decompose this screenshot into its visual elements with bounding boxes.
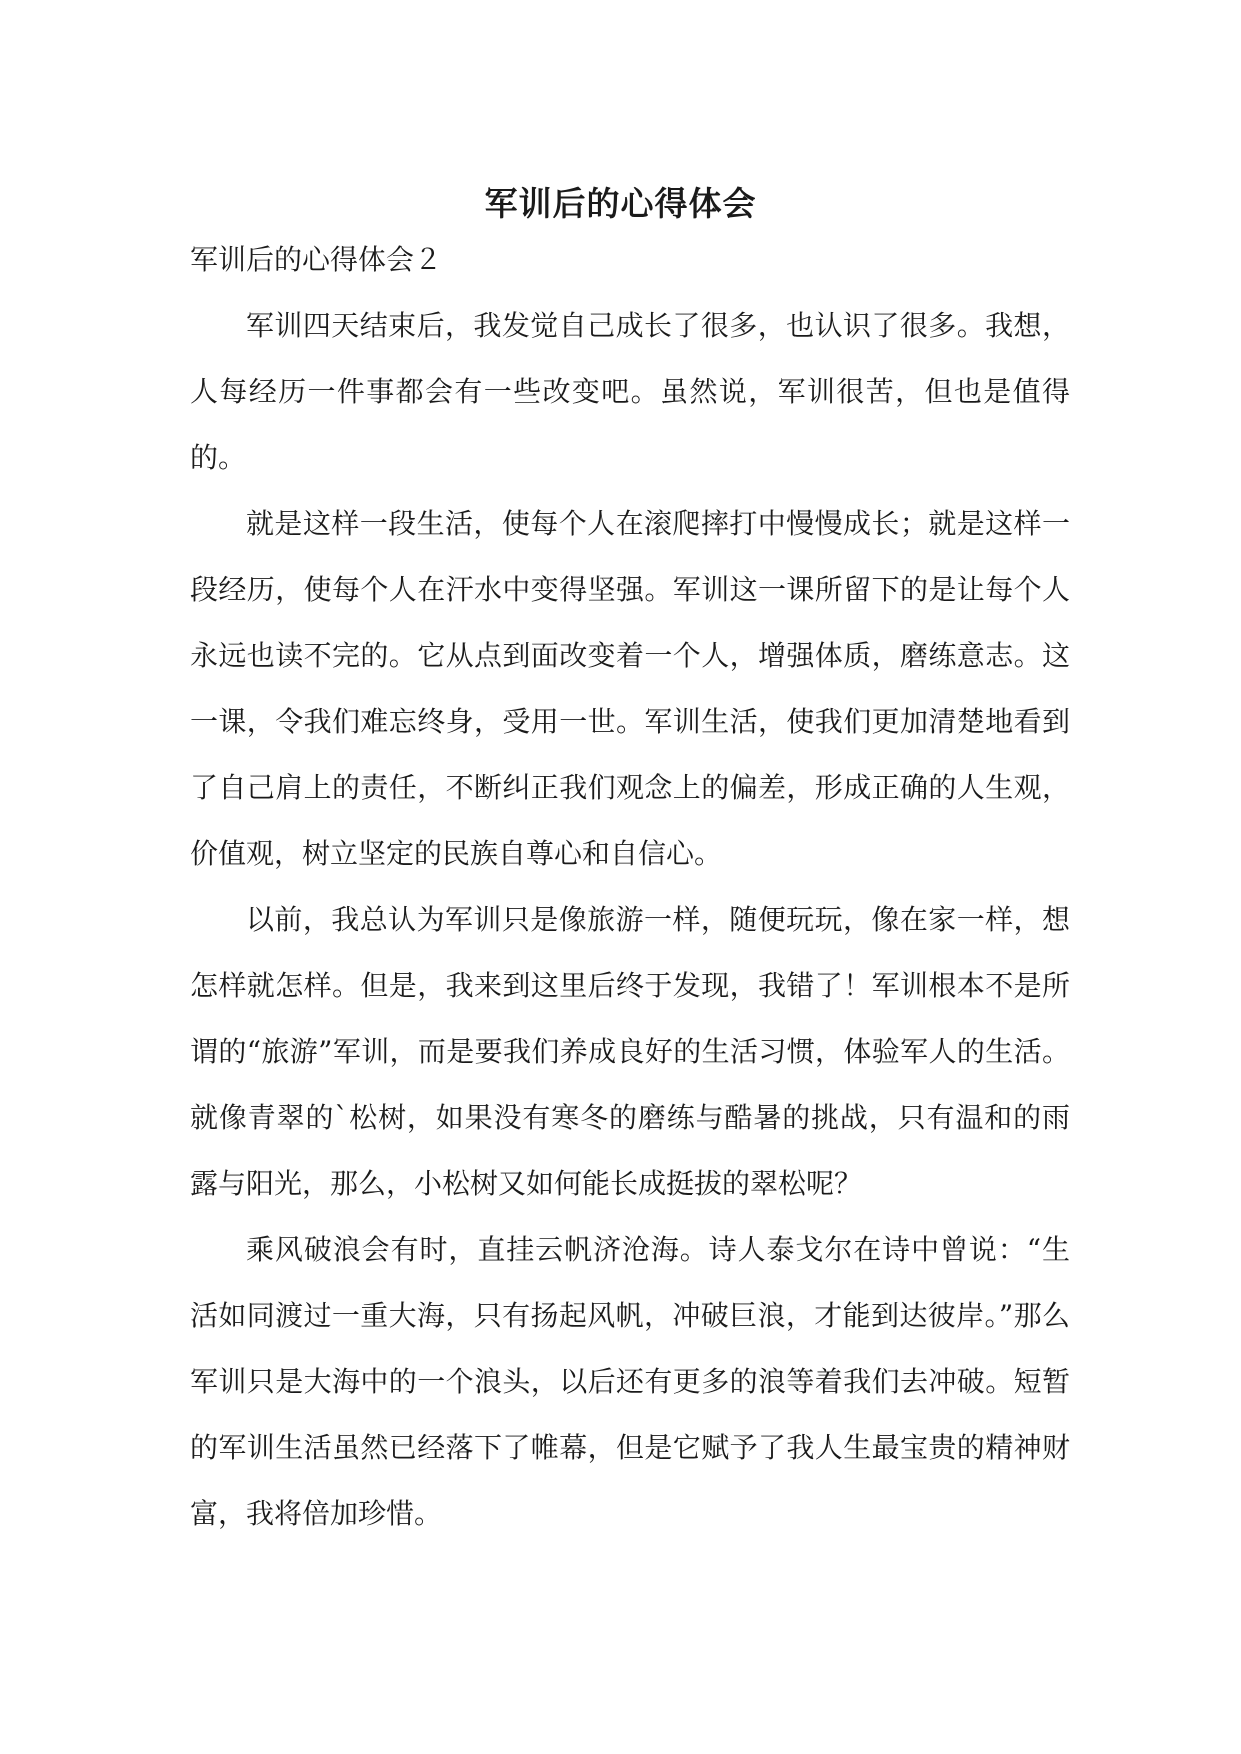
paragraph: 乘风破浪会有时，直挂云帆济沧海。诗人泰戈尔在诗中曾说：“生活如同渡过一重大海，只有扬起风帆，冲破巨浪，才能到达彼岸。”那么军训只是大海中的一个浪头，以后还有更多的浪等着我们去冲破。短暂的军训生活虽然已经落下了帷幕，但是它赋予了我人生最宝贵的精神财富，我将倍加珍惜。 — [190, 1233, 1070, 1530]
document-body — [190, 227, 1070, 1547]
paragraph: 就是这样一段生活，使每个人在滚爬摔打中慢慢成长；就是这样一段经历，使每个人在汗水中变得坚强。军训这一课所留下的是让每个人永远也读不完的。它从点到面改变着一个人，增强体质，磨练意志。这一课，令我们难忘终身，受用一世。军训生活，使我们更加清楚地看到了自己肩上的责任，不断纠正我们观念上的偏差，形成正确的人生观，价值观，树立坚定的民族自尊心和自信心。 — [190, 507, 1070, 870]
paragraph: 以前，我总认为军训只是像旅游一样，随便玩玩，像在家一样，想怎样就怎样。但是，我来到这里后终于发现，我错了！军训根本不是所谓的“旅游”军训，而是要我们养成良好的生活习惯，体验军人的生活。就像青翠的`松树，如果没有寒冬的磨练与酷暑的挑战，只有温和的雨露与阳光，那么，小松树又如何能长成挺拔的翠松呢？ — [190, 903, 1070, 1200]
document-title: 军训后的心得体会 — [484, 184, 757, 224]
document-subtitle: 军训后的心得体会２ — [190, 243, 443, 276]
paragraph: 军训四天结束后，我发觉自己成长了很多，也认识了很多。我想，人每经历一件事都会有一些改变吧。虽然说，军训很苦，但也是值得的。 — [190, 309, 1070, 474]
